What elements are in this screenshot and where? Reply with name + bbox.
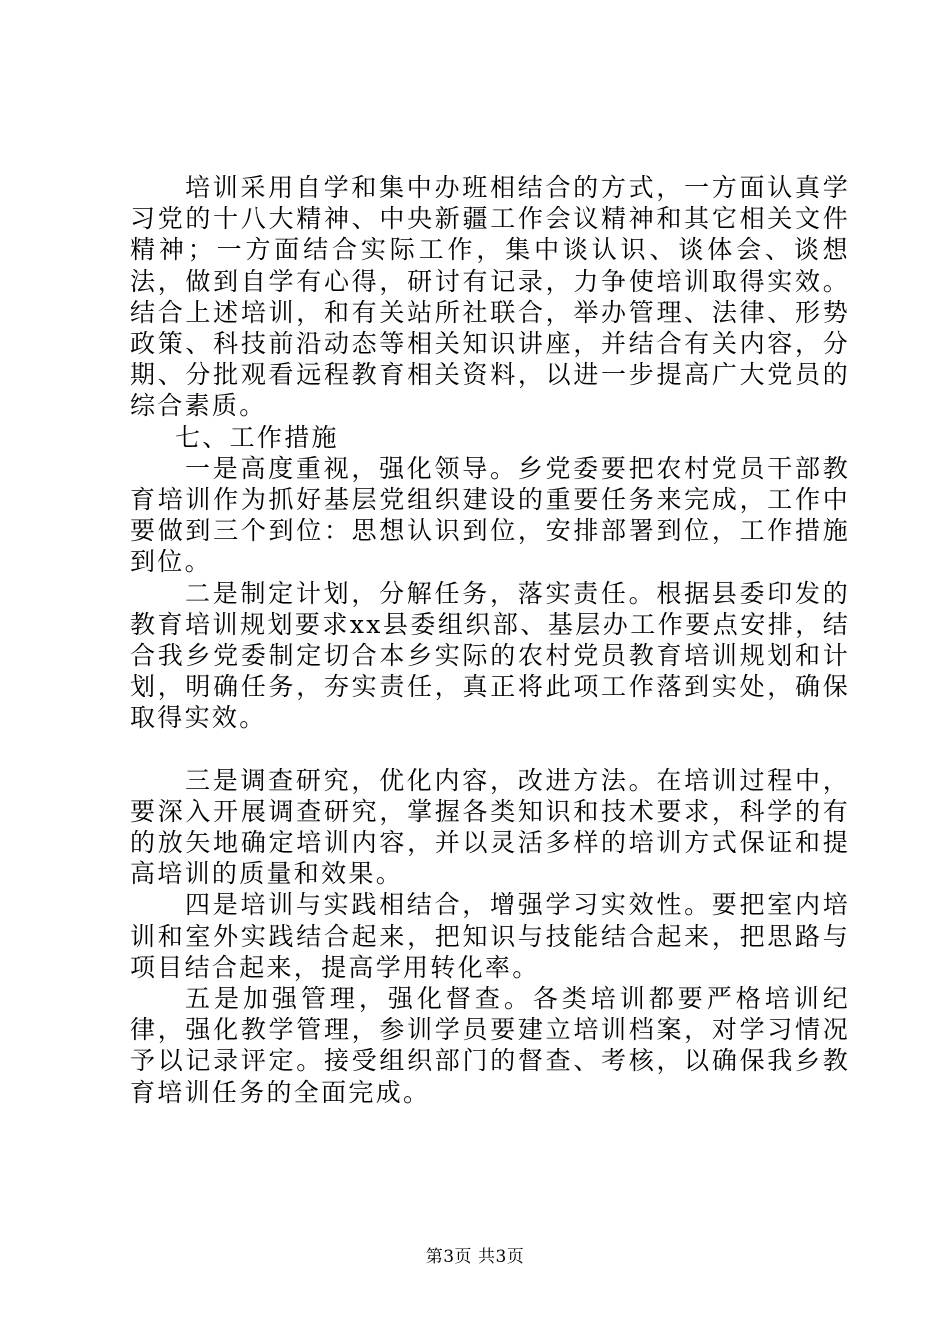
paragraph-measure-4: 四是培训与实践相结合，增强学习实效性。要把室内培训和室外实践结合起来，把知识与技能结合起来，把思路与项目结合起来，提高学用转化率。 [130, 890, 850, 982]
paragraph-measure-5: 五是加强管理，强化督查。各类培训都要严格培训纪律，强化教学管理，参训学员要建立培训档案，对学习情况予以记录评定。接受组织部门的督查、考核，以确保我乡教育培训任务的全面完成。 [130, 984, 850, 1107]
page-footer: 第3页 共3页 [425, 1247, 525, 1267]
paragraph-measure-2: 二是制定计划，分解任务，落实责任。根据县委印发的教育培训规划要求xx县委组织部、基层办工作要点安排，结合我乡党委制定切合本乡实际的农村党员教育培训规划和计划，明确任务，夯实责任，真正将此项工作落到实处，确保取得实效。 [130, 578, 850, 733]
document-body [130, 172, 850, 1108]
paragraph-measure-1: 一是高度重视，强化领导。乡党委要把农村党员干部教育培训作为抓好基层党组织建设的重要任务来完成，工作中要做到三个到位：思想认识到位，安排部署到位，工作措施到位。 [130, 453, 850, 577]
paragraph-measure-3: 三是调查研究，优化内容，改进方法。在培训过程中，要深入开展调查研究，掌握各类知识和技术要求，科学的有的放矢地确定培训内容，并以灵活多样的培训方式保证和提高培训的质量和效果。 [130, 765, 850, 889]
section-heading-work-measures: 七、工作措施 [175, 422, 339, 452]
paragraph-training-method: 培训采用自学和集中办班相结合的方式，一方面认真学习党的十八大精神、中央新疆工作会议精神和其它相关文件精神；一方面结合实际工作，集中谈认识、谈体会、谈想法，做到自学有心得，研讨有记录，力争使培训取得实效。结合上述培训，和有关站所社联合，举办管理、法律、形势政策、科技前沿动态等相关知识讲座，并结合有关内容，分期、分批观看远程教育相关资料，以进一步提高广大党员的综合素质。 [130, 173, 850, 421]
paragraph-spacer [130, 734, 850, 765]
